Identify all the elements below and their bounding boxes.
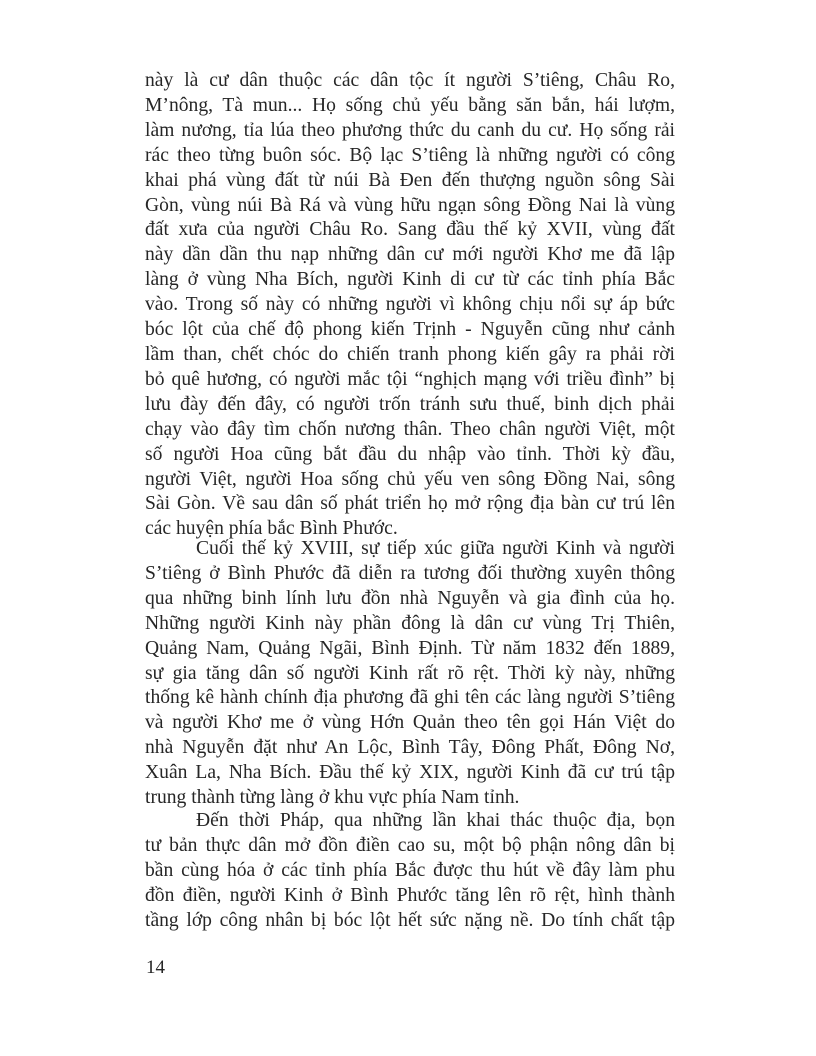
text-line: qua những binh lính lưu đồn nhà Nguyễn và gia đình của họ.: [145, 587, 675, 609]
text-line: Gòn, vùng núi Bà Rá và vùng hữu ngạn sông Đồng Nai là vùng: [145, 194, 675, 216]
text-line: bỏ quê hương, có người mắc tội “nghịch mạng với triều đình” bị: [145, 368, 675, 390]
text-line: Đến thời Pháp, qua những lần khai thác thuộc địa, bọn: [196, 810, 675, 831]
text-line: các huyện phía bắc Bình Phước.: [145, 518, 398, 540]
text-line: bần cùng hóa ở các tỉnh phía Bắc được thu hút về đây làm phu: [145, 859, 675, 881]
page-number: 14: [146, 957, 165, 978]
text-line: người Việt, người Hoa sống chủ yếu ven sông Đồng Nai, sông: [145, 468, 675, 490]
text-line: Sài Gòn. Về sau dân số phát triển họ mở rộng địa bàn cư trú lên: [145, 493, 675, 515]
text-line: S’tiêng ở Bình Phước đã diễn ra tương đối thường xuyên thông: [145, 562, 675, 584]
text-line: và người Khơ me ở vùng Hớn Quản theo tên gọi Hán Việt do: [145, 712, 675, 734]
text-line: làng ở vùng Nha Bích, người Kinh di cư từ các tỉnh phía Bắc: [145, 269, 675, 291]
text-line: thống kê hành chính địa phương đã ghi tên các làng người S’tiêng: [145, 687, 675, 709]
text-line: đồn điền, người Kinh ở Bình Phước tăng lên rõ rệt, hình thành: [145, 884, 675, 906]
paragraph-3: [145, 809, 675, 934]
text-line: làm nương, tỉa lúa theo phương thức du canh du cư. Họ sống rải: [145, 119, 675, 141]
text-line: này dần dần thu nạp những dân cư mới người Khơ me đã lập: [145, 244, 675, 266]
text-line: lầm than, chết chóc do chiến tranh phong kiến gây ra phải rời: [145, 343, 675, 365]
text-line: vào. Trong số này có những người vì không chịu nổi sự áp bức: [145, 294, 675, 316]
text-line: này là cư dân thuộc các dân tộc ít người S’tiêng, Châu Ro,: [145, 70, 675, 91]
text-line: trung thành từng làng ở khu vực phía Nam tỉnh.: [145, 787, 520, 809]
text-line: nhà Nguyễn đặt như An Lộc, Bình Tây, Đông Phất, Đông Nơ,: [145, 737, 675, 759]
text-line: sự gia tăng dân số người Kinh rất rõ rệt. Thời kỳ này, những: [145, 662, 675, 684]
text-line: Cuối thế kỷ XVIII, sự tiếp xúc giữa người Kinh và người: [196, 538, 675, 559]
text-line: Xuân La, Nha Bích. Đầu thế kỷ XIX, người Kinh đã cư trú tập: [145, 762, 675, 784]
text-line: rác theo từng buôn sóc. Bộ lạc S’tiêng là những người có công: [145, 144, 675, 166]
text-line: số người Hoa cũng bắt đầu du nhập vào tỉnh. Thời kỳ đầu,: [145, 443, 675, 465]
text-line: Những người Kinh này phần đông là dân cư vùng Trị Thiên,: [145, 612, 675, 634]
text-line: M’nông, Tà mun... Họ sống chủ yếu bằng săn bắn, hái lượm,: [145, 94, 675, 116]
text-line: khai phá vùng đất từ núi Bà Đen đến thượng nguồn sông Sài: [145, 169, 675, 191]
text-line: Quảng Nam, Quảng Ngãi, Bình Định. Từ năm 1832 đến 1889,: [145, 637, 675, 659]
text-line: bóc lột của chế độ phong kiến Trịnh - Nguyễn cũng như cảnh: [145, 319, 675, 341]
text-line: đất xưa của người Châu Ro. Sang đầu thế kỷ XVII, vùng đất: [145, 219, 675, 241]
paragraph-1: [145, 69, 675, 542]
text-line: tư bản thực dân mở đồn điền cao su, một bộ phận nông dân bị: [145, 834, 675, 856]
text-line: lưu đày đến đây, có người trốn tránh sưu thuế, binh dịch phải: [145, 393, 675, 415]
text-line: chạy vào đây tìm chốn nương thân. Theo chân người Việt, một: [145, 418, 675, 440]
text-line: tầng lớp công nhân bị bóc lột hết sức nặng nề. Do tính chất tập: [145, 909, 675, 931]
paragraph-2: [145, 537, 675, 811]
